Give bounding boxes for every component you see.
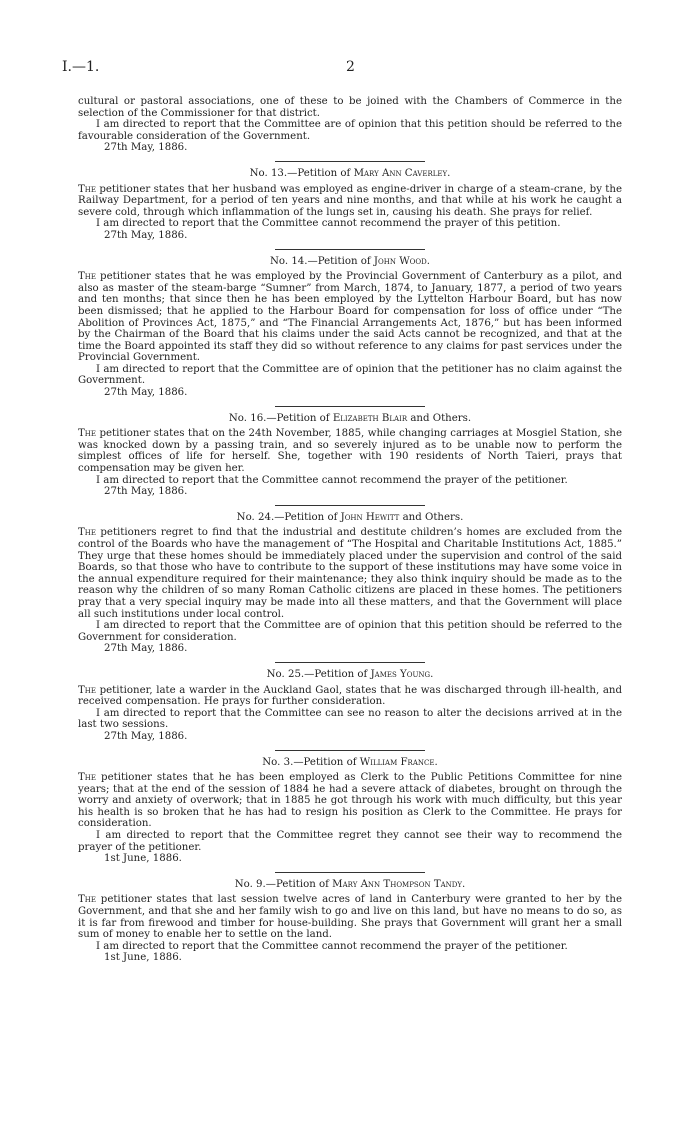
- petition-text: The petitioner states that last session twelve acres of land in Canterbury were granted to her by the Government, and that she and her family wish to go and live on this land, but have no means to do so, as it is far from firewood and timber for house-building. She prays that Government will grant her a small sum of money to enable her to settle on the land.: [78, 894, 622, 941]
- petitioner-name: Elizabeth Blair: [332, 412, 408, 424]
- page-number: 2: [346, 59, 355, 75]
- report-date: 1st June, 1886.: [104, 952, 182, 964]
- petition-section: [78, 505, 622, 655]
- petitioner-name: Mary Ann Caverley: [353, 167, 448, 179]
- petition-section: [78, 872, 622, 964]
- committee-report: I am directed to report that the Committee can see no reason to alter the decisions arrived at in the last two sessions.: [78, 707, 622, 731]
- document-reference: I.—1.: [62, 59, 100, 75]
- petition-text: The petitioner states that he has been employed as Clerk to the Public Petitions Committee for nine years; that at the end of the session of 1884 he had a severe attack of diabetes, brought on through the worry and anxiety of overwork; that in 1885 he got through his work with much difficulty, but this year his health is so broken that he has had to resign his position as Clerk to the Committee. He prays for consideration.: [78, 772, 622, 830]
- petition-heading: No. 3.—Petition of William France.: [262, 756, 438, 768]
- continued-paragraph: cultural or pastoral associations, one of these to be joined with the Chambers of Commerce in the selection of the Commissioner for that district.: [78, 96, 622, 119]
- section-divider: [275, 406, 425, 407]
- petition-text: The petitioner states that on the 24th November, 1885, while changing carriages at Mosgiel Station, she was knocked down by a passing train, and so severely injured as to be unable now to perform the simplest offices of life for herself. She, together with 190 residents of North Taieri, prays that compensation may be given her.: [78, 428, 622, 475]
- committee-report: I am directed to report that the Committee cannot recommend the prayer of the petitioner.: [96, 940, 568, 952]
- section-divider: [275, 161, 425, 162]
- petition-text: The petitioner states that her husband was employed as engine-driver in charge of a steam-crane, by the Railway Department, for a period of ten years and nine months, and that while at his work he caught a severe cold, through which inflammation of the lungs set in, causing his death. She prays for relief.: [78, 183, 622, 218]
- page-header: [0, 59, 700, 78]
- petitioner-name: John Hewitt: [340, 511, 400, 523]
- report-date: 27th May, 1886.: [104, 486, 188, 498]
- document-body: [78, 96, 622, 964]
- report-date: 27th May, 1886.: [104, 643, 188, 655]
- committee-report: I am directed to report that the Committee are of opinion that the petitioner has no claim against the Government.: [78, 363, 622, 387]
- petition-text: The petitioner states that he was employed by the Provincial Government of Canterbury as a pilot, and also as master of the steam-barge “Sumner” from March, 1874, to January, 1877, a period of two years and ten months; that since then he has been employed by the Lyttelton Harbour Board, but has now been dismissed; that he applied to the Harbour Board for compensation for loss of office under “The Abolition of Provinces Act, 1875,” and “The Financial Arrangements Act, 1876,” but has been informed by the Chairman of the Board that his claims under the said Acts cannot be recognized, and that at the time the Board appointed its staff they did so without reference to any claims for past services under the Provincial Government.: [78, 271, 622, 364]
- petition-heading: No. 14.—Petition of John Wood.: [269, 255, 431, 267]
- report-date: 27th May, 1886.: [104, 387, 188, 399]
- petition-text: The petitioner, late a warder in the Auckland Gaol, states that he was discharged through ill-health, and received compensation. He prays for further consideration.: [78, 684, 622, 708]
- report-date: 27th May, 1886.: [104, 730, 188, 742]
- section-divider: [275, 662, 425, 663]
- committee-report: I am directed to report that the Committee are of opinion that this petition should be referred to the favourable consideration of the Government.: [78, 119, 622, 142]
- petitioner-name: William France: [359, 756, 435, 768]
- section-divider: [275, 750, 425, 751]
- report-date: 27th May, 1886.: [104, 142, 188, 154]
- section-divider: [275, 872, 425, 873]
- report-date: 27th May, 1886.: [104, 229, 188, 241]
- petitioner-name: John Wood: [373, 255, 427, 267]
- petition-section: [78, 249, 622, 399]
- petition-heading: No. 16.—Petition of Elizabeth Blair and Others.: [228, 412, 472, 424]
- petition-heading: No. 25.—Petition of James Young.: [266, 668, 434, 680]
- committee-report: I am directed to report that the Committee cannot recommend the prayer of this petition.: [96, 218, 561, 230]
- petition-section: [78, 161, 622, 242]
- committee-report: I am directed to report that the Committee regret they cannot see their way to recommend the prayer of the petitioner.: [78, 830, 622, 853]
- report-date: 1st June, 1886.: [104, 853, 182, 865]
- petition-section: [78, 662, 622, 743]
- petition-section: [78, 406, 622, 498]
- committee-report: I am directed to report that the Committee are of opinion that this petition should be referred to the Government for consideration.: [78, 620, 622, 643]
- petition-heading: No. 24.—Petition of John Hewitt and Others.: [236, 511, 464, 523]
- petition-section: [78, 750, 622, 865]
- petition-heading: No. 9.—Petition of Mary Ann Thompson Tandy.: [234, 878, 466, 890]
- section-divider: [275, 505, 425, 506]
- section-divider: [275, 249, 425, 250]
- petitioner-name: James Young: [370, 668, 431, 680]
- petition-heading: No. 13.—Petition of Mary Ann Caverley.: [249, 167, 451, 179]
- petition-text: The petitioners regret to find that the industrial and destitute children’s homes are excluded from the control of the Boards who have the management of “The Hospital and Charitable Institutions Act, 1885.” They urge that these homes should be immediately placed under the supervision and control of the said Boards, so that those who have to contribute to the support of these institutions may have some voice in the annual expenditure required for their maintenance; they also think inquiry should be made as to the reason why the children of so many Roman Catholic citizens are placed in these homes. The petitioners pray that a very special inquiry may be made into all these matters, and that the Government will place all such institutions under local control.: [78, 527, 622, 620]
- committee-report: I am directed to report that the Committee cannot recommend the prayer of the petitioner.: [96, 474, 568, 486]
- petitioner-name: Mary Ann Thompson Tandy: [332, 878, 463, 890]
